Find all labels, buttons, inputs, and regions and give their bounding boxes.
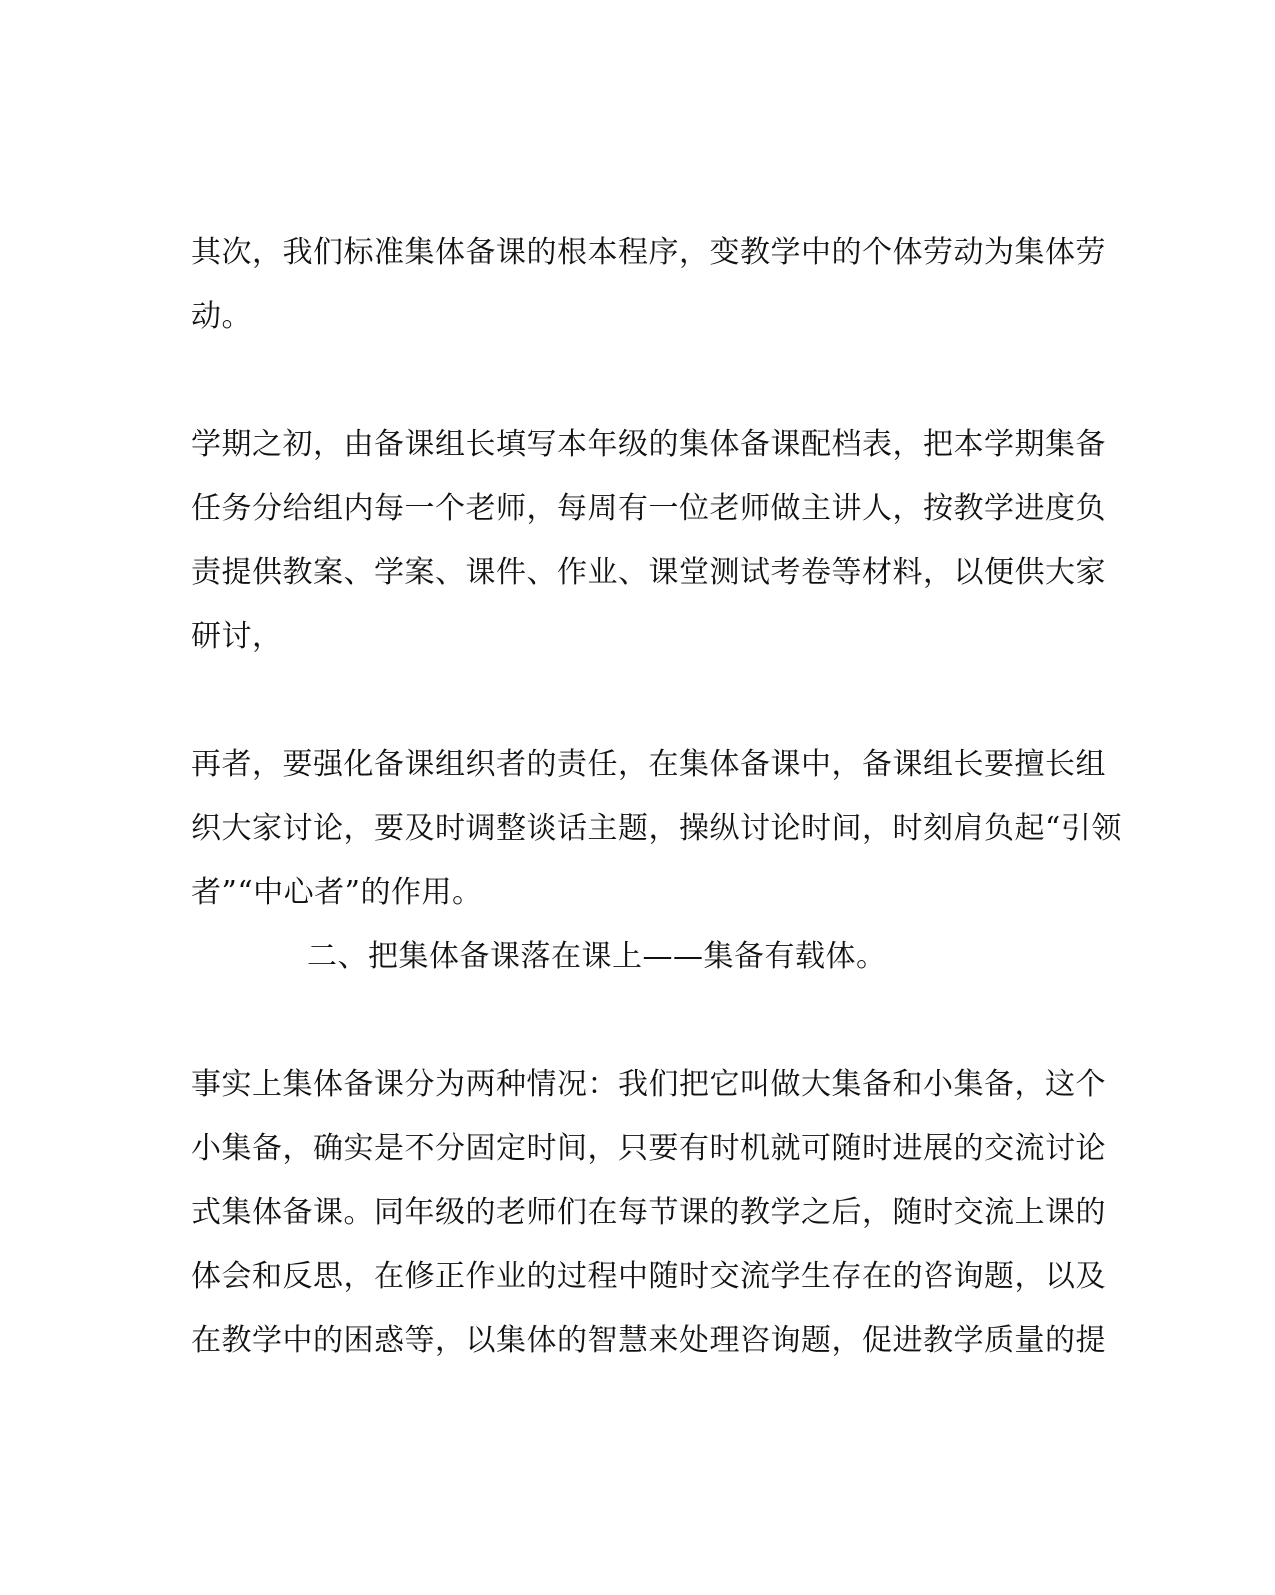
paragraph-line: 任务分给组内每一个老师，每周有一位老师做主讲人，按教学进度负 — [191, 491, 1106, 526]
paragraph-line: 织大家讨论，要及时调整谈话主题，操纵讨论时间，时刻肩负起“引领 — [191, 811, 1122, 846]
paragraph-line: 责提供教案、学案、课件、作业、课堂测试考卷等材料，以便供大家 — [191, 555, 1106, 590]
paragraph-line: 研讨， — [191, 619, 283, 654]
paragraph-line: 事实上集体备课分为两种情况：我们把它叫做大集备和小集备，这个 — [191, 1067, 1106, 1102]
paragraph-line: 小集备，确实是不分固定时间，只要有时机就可随时进展的交流讨论 — [191, 1131, 1106, 1166]
paragraph-line: 再者，要强化备课组织者的责任，在集体备课中，备课组长要擅长组 — [191, 747, 1106, 782]
paragraph-line: 学期之初，由备课组长填写本年级的集体备课配档表，把本学期集备 — [191, 427, 1106, 462]
paragraph-line: 体会和反思，在修正作业的过程中随时交流学生存在的咨询题，以及 — [191, 1259, 1106, 1294]
paragraph-line: 式集体备课。同年级的老师们在每节课的教学之后，随时交流上课的 — [191, 1195, 1106, 1230]
paragraph-line: 动。 — [191, 299, 252, 334]
paragraph-line: 其次，我们标准集体备课的根本程序，变教学中的个体劳动为集体劳 — [191, 235, 1106, 270]
paragraph-line: 者”“中心者”的作用。 — [191, 875, 483, 910]
paragraph-line: 在教学中的困惑等，以集体的智慧来处理咨询题，促进教学质量的提 — [191, 1323, 1106, 1358]
section-heading: 二、把集体备课落在课上——集备有载体。 — [307, 939, 887, 974]
